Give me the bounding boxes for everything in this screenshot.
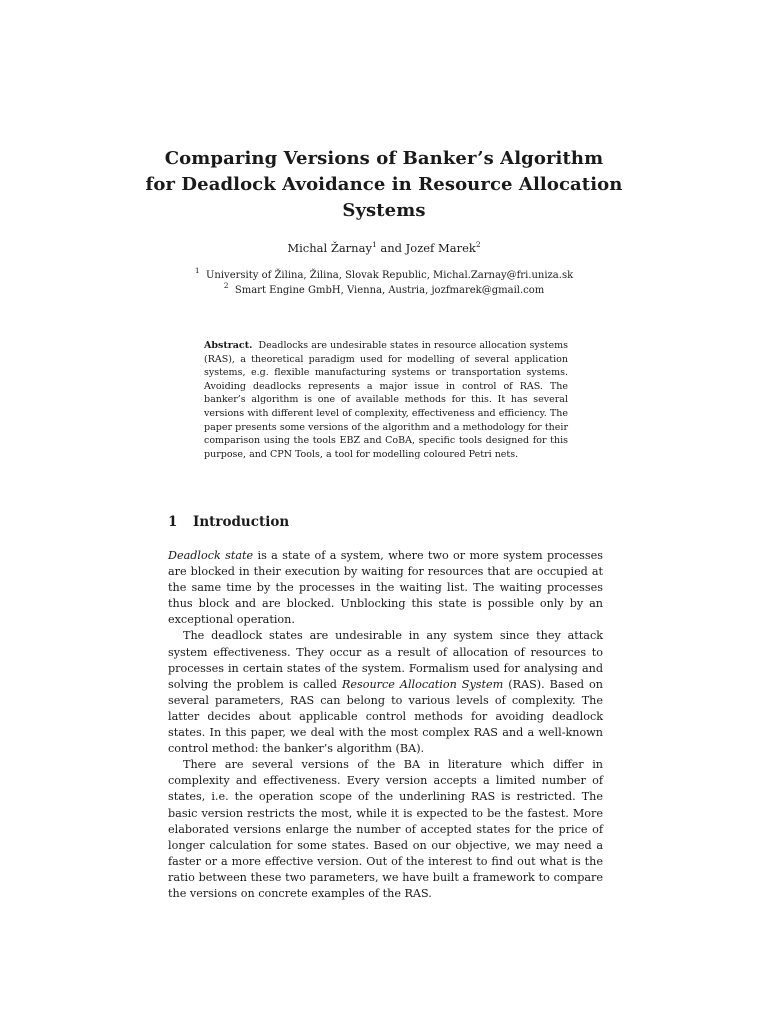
- author-name: Jozef Marek: [405, 241, 476, 255]
- affiliation-list: [120, 268, 648, 298]
- affiliation-text: Smart Engine GmbH, Vienna, Austria, jozfmarek@gmail.com: [234, 285, 545, 296]
- abstract-text: Deadlocks are undesirable states in resource allocation systems (RAS), a theoretical paradigm used for modelling of several application systems, e.g. flexible manufacturing systems or transportation systems. Avoiding deadlocks represents a major issue in control of RAS. The banker’s algorithm is one of available methods for this. It has several versions with different level of complexity, effectiveness and efficiency. The paper presents some versions of the algorithm and a methodology for their comparison using the tools EBZ and CoBA, specific tools designed for this purpose, and CPN Tools, a tool for modelling coloured Petri nets.: [204, 340, 568, 460]
- paragraph-text: (RAS). Based on several parameters, RAS can belong to various levels of complexity. The latter decides about applicable control methods for avoiding deadlock states. In this paper, we deal with the most complex RAS and a well-known control method: the banker’s algorithm (BA).: [168, 677, 603, 756]
- paragraph-text: There are several versions of the BA in literature which differ in complexity and effectiveness. Every version accepts a limited number of states, i.e. the operation scope of the underlining RAS is restricted. The basic version restricts the most, while it is expected to be the fastest. More elaborated versions enlarge the number of accepted states for the price of longer calculation for some states. Based on our objective, we may need a faster or a more effective version. Out of the interest to find out what is the ratio between these two parameters, we have built a framework to compare the versions on concrete examples of the RAS.: [168, 758, 603, 900]
- abstract-label: Abstract.: [204, 340, 253, 351]
- section-number: 1: [168, 514, 178, 530]
- section-body: [168, 548, 603, 902]
- paragraph-text: is a state of a system, where two or more system processes are blocked in their execution by waiting for resources that are occupied at the same time by the processes in the waiting list. The waiting processes thus block and are blocked. Unblocking this state is possible only by an exceptional operation.: [168, 549, 603, 627]
- affiliation-text: University of Žilina, Žilina, Slovak Republic, Michal.Zarnay@fri.uniza.sk: [205, 270, 574, 281]
- paper-title: [120, 146, 648, 224]
- affiliation-mark: 2: [223, 281, 229, 290]
- affiliation-line: [120, 283, 648, 298]
- emphasized-term: Resource Allocation System: [341, 677, 504, 691]
- paragraph: [168, 757, 603, 902]
- affiliation-mark: 1: [194, 266, 200, 275]
- title-line: Systems: [342, 200, 426, 221]
- emphasized-term: Deadlock state: [168, 549, 254, 562]
- author-joiner: and: [376, 241, 406, 255]
- author-list: [120, 240, 648, 256]
- affiliation-line: [120, 268, 648, 283]
- paragraph-text: The deadlock states are undesirable in any system since they attack system effectiveness. They occur as a result of allocation of resources to processes in certain states of the system. Formalism used for analysing and solving the problem is called: [168, 629, 603, 691]
- title-line: Comparing Versions of Banker’s Algorithm: [164, 148, 604, 169]
- affiliation-mark: 2: [475, 240, 481, 249]
- abstract: [204, 339, 568, 461]
- title-line: for Deadlock Avoidance in Resource Allocation: [145, 174, 623, 195]
- paragraph: [168, 628, 603, 757]
- author-name: Michal Žarnay: [287, 241, 372, 255]
- paragraph: [168, 548, 603, 628]
- section-heading: [168, 513, 289, 531]
- section-title: Introduction: [193, 514, 290, 530]
- affiliation-mark: 1: [371, 240, 377, 249]
